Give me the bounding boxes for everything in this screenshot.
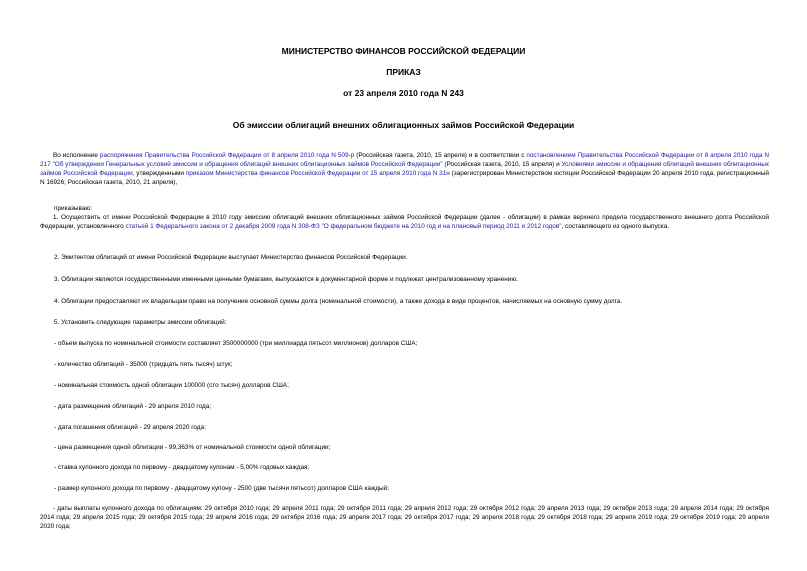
page-title: Об эмиссии облигаций внешних облигационных займов Российской Федерации [232, 120, 575, 130]
param-maturity-date: - дата погашения облигаций - 29 апреля 2020 года; [54, 424, 206, 431]
item-5-paragraph: 5. Установить следующие параметры эмиссии облигаций: [54, 319, 227, 326]
param-nominal-value: - номинальная стоимость одной облигации 100000 (сто тысяч) долларов США; [54, 382, 289, 389]
param-bond-count: - количество облигаций - 35000 (тридцать пять тысяч) штук; [54, 361, 233, 368]
param-payment-dates: - даты выплаты купонного дохода по облигациям: 29 октября 2010 года; 29 апреля 2011 года; 29 октября 2011 года; 29 апреля 2012 года; 29 октября 2012 года; 29 апреля 2013 года; 29 октября 2013 года; 29 апреля 2014 года; 29 октября 2014 года; 29 апреля 2015 года; 29 октября 2015 года; 29 апреля 2016 года; 29 октября 2016 года; 29 апреля 2017 года; 29 октября 2017 года; 29 апреля 2018 года; 29 октября 2018 года; 29 апреля 2019 года; 29 октября 2019 года; 29 апреля 2020 года; [40, 505, 769, 530]
item-1-paragraph [40, 213, 769, 231]
link-federal-law-308fz[interactable]: статьей 1 Федерального закона от 2 декабря 2009 года N 308-ФЗ "О федеральном бюджете на 2010 год и на плановый период 2011 и 2012 годов" [125, 223, 562, 230]
item-4-paragraph: 4. Облигации предоставляют их владельцам право на получение основной суммы долга (номинальной стоимости), а также дохода в виде процентов, начисляемых на основную сумму долга. [54, 298, 623, 305]
preamble-text-5: (зарегистрирован Министерством юстиции Российской Федерации 20 апреля 2010 года, регистрационный N 16926; Российская газета, 2010, 21 апреля), [40, 170, 769, 186]
preamble-text-3: (Российская газета, 2010, 15 апреля) и [442, 161, 562, 168]
orders-line: приказываю: [54, 205, 92, 212]
link-postanovlenie-217[interactable]: постановлением Правительства Российской Федерации от 8 апреля 2010 года N 217 "Об утверждении Генеральных условий эмиссии и обращения облигаций внешних облигационных займов Российской Федерации" [40, 152, 769, 168]
item-1-text-1: 1. Осуществить от имени Российской Федерации в 2010 году эмиссию облигаций внешних облигационных займов Российской Федерации (далее - облигации) в рамках верхнего предела государственного внешнего долга Российской Федерации, установленного [40, 214, 769, 230]
ministry-heading: МИНИСТЕРСТВО ФИНАНСОВ РОССИЙСКОЙ ФЕДЕРАЦИИ [281, 46, 526, 56]
doc-type-heading: ПРИКАЗ [386, 67, 421, 77]
item-3-paragraph: 3. Облигации являются государственными именными ценными бумагами, выпускаются в документарной форме и подлежат централизованному хранению. [54, 276, 518, 283]
item-1-text-2: , составляющего из одного выпуска. [561, 223, 670, 230]
link-rasporyazhenie-509r[interactable]: распоряжения Правительства Российской Федерации от 8 апреля 2010 года N 509-р [99, 152, 355, 159]
item-2-paragraph: 2. Эмитентом облигаций от имени Российской Федерации выступает Министерство финансов Российской Федерации. [54, 254, 408, 261]
param-issue-volume: - объем выпуска по номинальной стоимости составляет 3500000000 (три миллиарда пятьсот миллионов) долларов США; [54, 340, 418, 347]
preamble-text-2: (Российская газета, 2010, 15 апреля) и в соответствии с [354, 152, 527, 159]
param-coupon-amount: - размер купонного дохода по первому - двадцатому купону - 2500 (две тысячи пятьсот) долларов США каждый; [54, 485, 389, 492]
param-placement-price: - цена размещения одной облигации - 99,363% от номинальной стоимости одной облигации; [54, 444, 331, 451]
param-coupon-rate: - ставка купонного дохода по первому - двадцатому купонам - 5,00% годовых каждая; [54, 464, 310, 471]
date-number-heading: от 23 апреля 2010 года N 243 [343, 88, 464, 98]
param-placement-date: - дата размещения облигаций - 29 апреля 2010 года; [54, 403, 212, 410]
link-usloviya-emissii[interactable]: Условиями эмиссии и обращения облигаций внешних облигационных займов Российской Федерации [40, 161, 769, 177]
preamble-paragraph [40, 151, 769, 187]
preamble-text-1: Во исполнение [53, 152, 100, 159]
link-prikaz-31n[interactable]: приказом Министерства финансов Российской Федерации от 15 апреля 2010 года N 31н [185, 170, 450, 177]
preamble-text-4: , утвержденными [132, 170, 186, 177]
